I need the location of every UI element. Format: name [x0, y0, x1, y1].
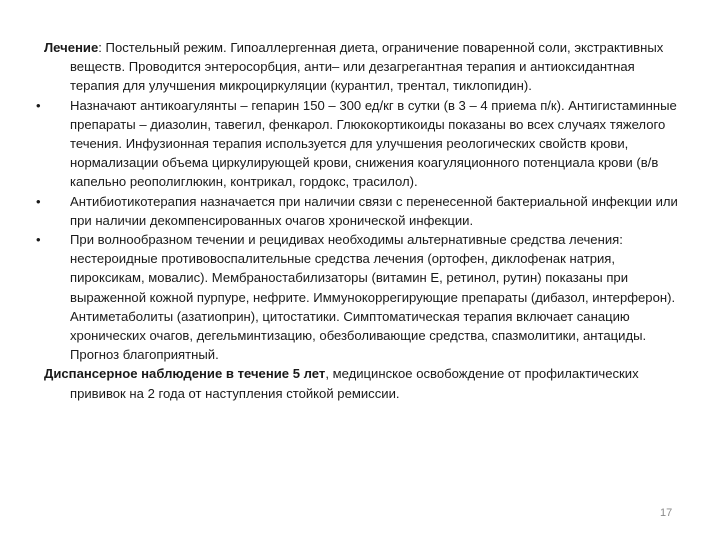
dispensary-text: , медицинское освобождение от профилактических прививок на 2 года от наступления стойкой ремиссии.	[70, 366, 639, 401]
bullet-dot-icon: •	[36, 193, 41, 209]
bullet-text: Антибиотикотерапия назначается при наличии связи с перенесенной бактериальной инфекции или при наличии декомпенсированных очагов хронической инфекции.	[70, 193, 678, 228]
treatment-text: : Постельный режим. Гипоаллергенная диета, ограничение поваренной соли, экстрактивных веществ. Проводится энтеросорбция, анти– или дезагрегантная терапия и антиоксидантная терапия для улучшения микроциркуляции (курантил, трентал, тиклопидин).	[70, 40, 664, 94]
page-number: 17	[660, 507, 673, 519]
dispensary-paragraph	[44, 364, 680, 402]
bullet-text: При волнообразном течении и рецидивах необходимы альтернативные средства лечения: нестероидные противовоспалительные средства лечения (ортофен, диклофенак натрия, пироксикам, мовалис). Мембраностабилизаторы (витамин Е, ретинол, рутин) показаны при выраженной кожной пурпуре, нефрите. Иммунокоррегирующие препараты (дибазол, интерферон). Антиметаболиты (азатиоприн), цитостатики. Симптоматическая терапия включает санацию хронических очагов, дегельминтизацию, обезболивающие средства, спазмолитики, антациды. Прогноз благоприятный.	[70, 232, 676, 363]
treatment-label: Лечение	[44, 40, 99, 55]
bullet-dot-icon: •	[36, 97, 41, 113]
dispensary-label: Диспансерное наблюдение в течение 5 лет	[44, 366, 326, 382]
bullet-item-alternative-therapy	[36, 230, 680, 364]
slide-content	[36, 38, 680, 403]
treatment-paragraph	[44, 38, 680, 96]
bullet-item-anticoagulants	[36, 96, 680, 192]
bullet-item-antibiotics	[36, 192, 680, 230]
bullet-dot-icon: •	[36, 232, 41, 248]
bullet-text: Назначают антикоагулянты – гепарин 150 – 300 ед/кг в сутки (в 3 – 4 приема п/к). Антигистаминные препараты – диазолин, тавегил, фенкарол. Глюкокортикоиды показаны во всех случаях тяжелого течения. Инфузионная терапия используется для улучшения реологических свойств крови, нормализации объема циркулирующей крови, снижения коагуляционного потенциала крови (в/в капельно реополиглюкин, контрикал, гордокс, трасилол).	[70, 97, 677, 190]
